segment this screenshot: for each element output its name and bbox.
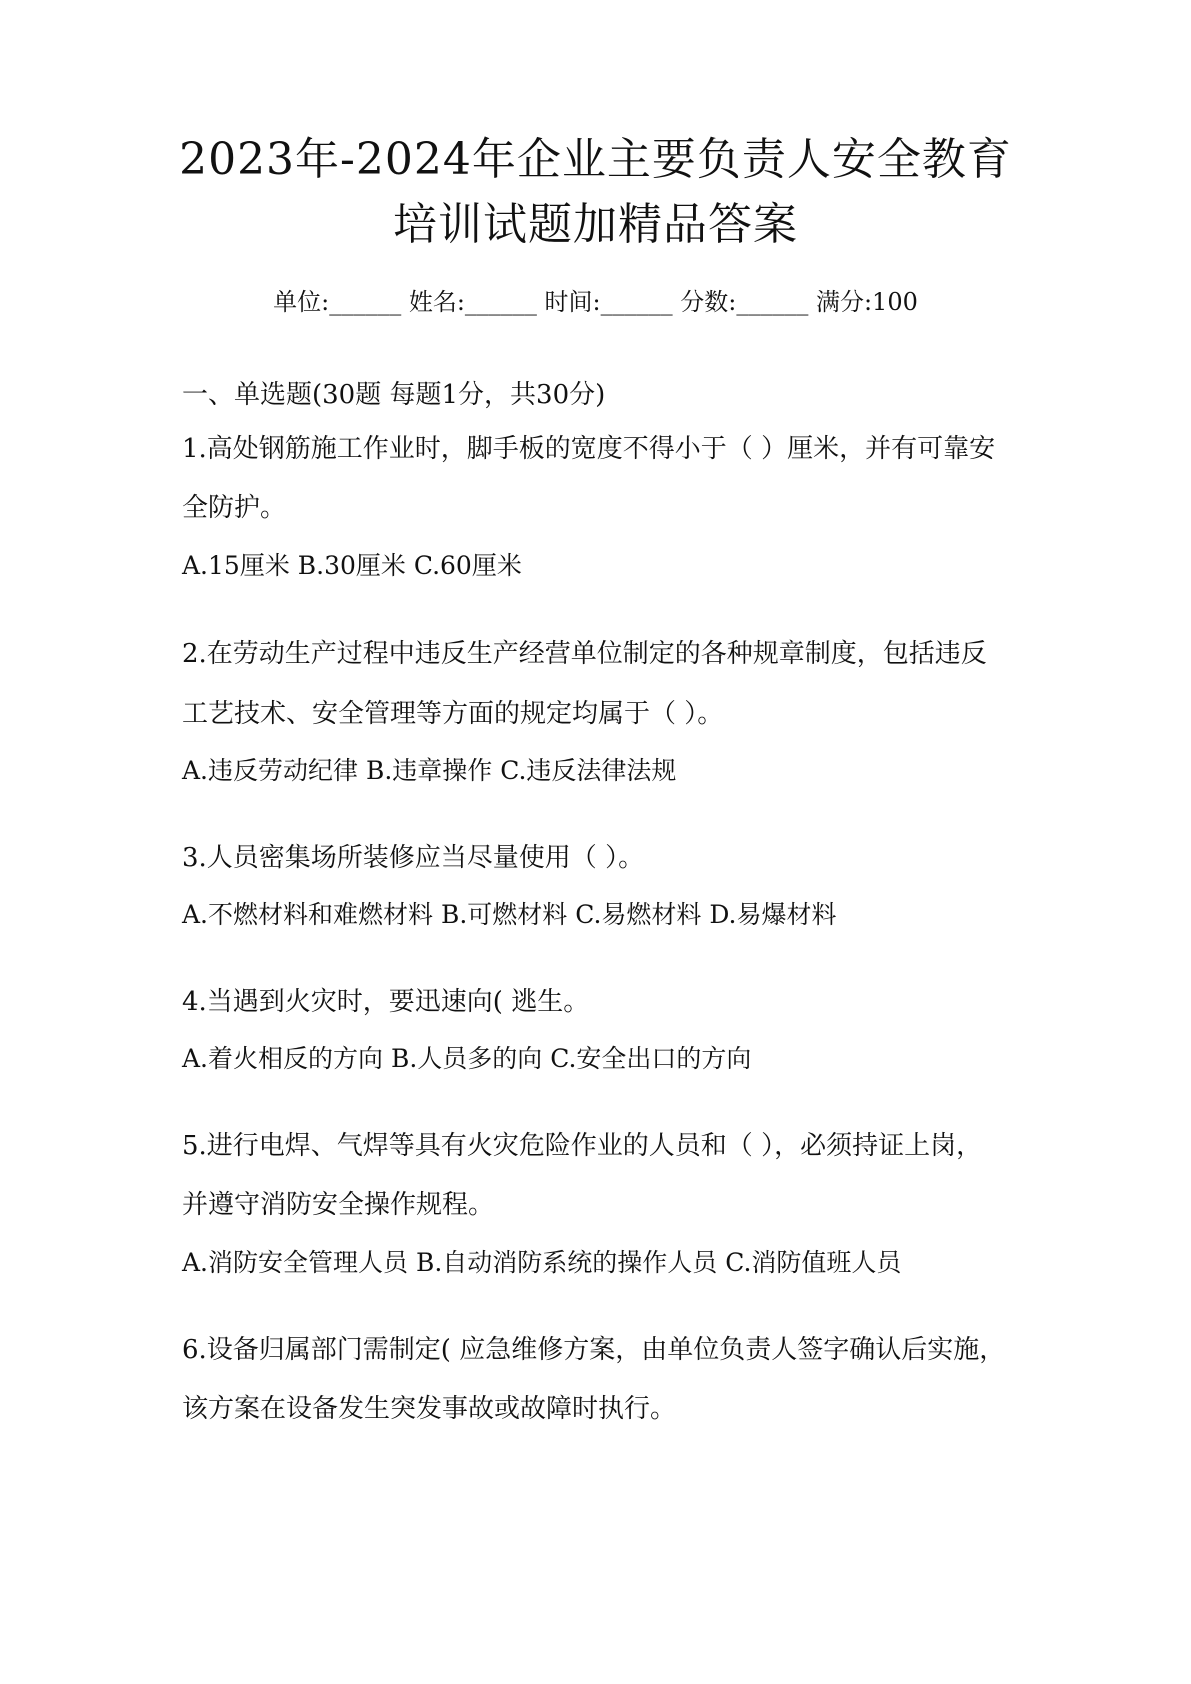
- document-title-line-1: 2023年-2024年企业主要负责人安全教育: [179, 134, 1012, 185]
- question-2-line-2: 工艺技术、安全管理等方面的规定均属于（ ）。: [182, 699, 724, 729]
- question-5-options: A.消防安全管理人员 B.自动消防系统的操作人员 C.消防值班人员: [182, 1248, 902, 1277]
- question-6-line-1: 6.设备归属部门需制定( 应急维修方案，由单位负责人签字确认后实施，: [182, 1335, 1006, 1365]
- question-2-options: A.违反劳动纪律 B.违章操作 C.违反法律法规: [182, 756, 677, 785]
- section-heading: 一、单选题(30题 每题1分，共30分): [182, 380, 606, 410]
- question-1-line-2: 全防护。: [182, 493, 287, 523]
- question-5-line-2: 并遵守消防安全操作规程。: [182, 1190, 495, 1220]
- exam-info-line: 单位:______ 姓名:______ 时间:______ 分数:______ 满分:100: [273, 288, 918, 316]
- question-4-options: A.着火相反的方向 B.人员多的向 C.安全出口的方向: [182, 1044, 752, 1073]
- question-6-line-2: 该方案在设备发生突发事故或故障时执行。: [182, 1394, 677, 1424]
- question-1-options: A.15厘米 B.30厘米 C.60厘米: [182, 551, 522, 580]
- question-3-line-1: 3.人员密集场所装修应当尽量使用（ ）。: [182, 843, 645, 873]
- question-5-line-1: 5.进行电焊、气焊等具有火灾危险作业的人员和（ ），必须持证上岗，: [182, 1131, 983, 1161]
- question-4-line-1: 4.当遇到火灾时，要迅速向( 逃生。: [182, 987, 590, 1017]
- question-2-line-1: 2.在劳动生产过程中违反生产经营单位制定的各种规章制度，包括违反: [182, 639, 987, 669]
- question-3-options: A.不燃材料和难燃材料 B.可燃材料 C.易燃材料 D.易爆材料: [182, 900, 837, 929]
- question-1-line-1: 1.高处钢筋施工作业时，脚手板的宽度不得小于（ ）厘米，并有可靠安: [182, 434, 996, 464]
- document-title-line-2: 培训试题加精品答案: [393, 199, 798, 250]
